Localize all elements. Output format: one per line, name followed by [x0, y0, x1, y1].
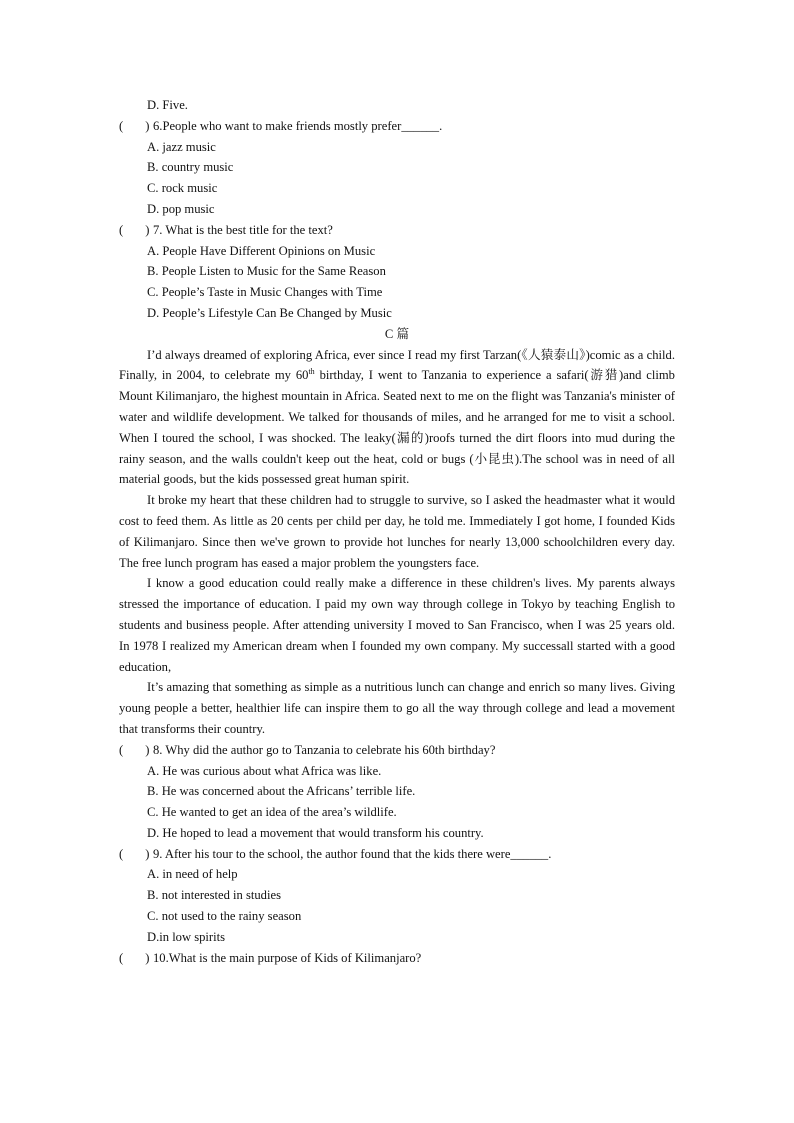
document-page — [119, 95, 675, 968]
q8-option-c: C. He wanted to get an idea of the area’s wildlife. — [147, 805, 397, 820]
question-stem: 9. After his tour to the school, the author found that the kids there were______. — [153, 846, 552, 861]
question-9 — [119, 844, 675, 865]
q9-option-d: D.in low spirits — [147, 929, 226, 944]
question-10 — [119, 948, 675, 969]
q8-option-a: A. He was curious about what Africa was like. — [147, 763, 382, 778]
q5-option-d: D. Five. — [147, 98, 188, 112]
question-stem: 7. What is the best title for the text? — [153, 222, 333, 237]
q9-option-b: B. not interested in studies — [147, 888, 281, 903]
answer-blank: ( ) — [119, 118, 150, 133]
q8-option-d: D. He hoped to lead a movement that would transform his country. — [147, 825, 484, 840]
q6-option-b: B. country music — [147, 160, 234, 175]
q7-option-b: B. People Listen to Music for the Same Reason — [147, 264, 386, 279]
question-stem: 10.What is the main purpose of Kids of Kilimanjaro? — [153, 950, 422, 965]
q9-option-a: A. in need of help — [147, 867, 238, 882]
answer-blank: ( ) — [119, 846, 150, 861]
q7-option-d: D. People’s Lifestyle Can Be Changed by Music — [147, 305, 392, 320]
q8-option-b: B. He was concerned about the Africans’ terrible life. — [147, 784, 416, 799]
question-stem: 8. Why did the author go to Tanzania to celebrate his 60th birthday? — [153, 742, 496, 757]
question-6 — [119, 116, 675, 137]
q6-option-c: C. rock music — [147, 181, 218, 196]
answer-blank: ( ) — [119, 950, 150, 965]
q7-option-a: A. People Have Different Opinions on Music — [147, 243, 376, 258]
passage-paragraph-3: I know a good education could really make a difference in these children's lives. My parents always stressed the importance of education. I paid my own way through college in Tokyo by teaching English to students and business people. After attending university I moved to San Francisco, when I was 25 years old. In 1978 I realized my American dream when I founded my own company. My successall started with a good education, — [119, 576, 675, 674]
question-stem: 6.People who want to make friends mostly prefer______. — [153, 118, 443, 133]
q6-option-a: A. jazz music — [147, 139, 216, 154]
section-heading: C 篇 — [384, 326, 410, 341]
answer-blank: ( ) — [119, 742, 150, 757]
question-7 — [119, 220, 675, 241]
q7-option-c: C. People’s Taste in Music Changes with Time — [147, 285, 383, 300]
answer-blank: ( ) — [119, 222, 150, 237]
passage-paragraph-1: I’d always dreamed of exploring Africa, ever since I read my first Tarzan(《人猿泰山》)comic as a child. Finally, in 2004, to celebrate my 60th birthday, I went to Tanzania to experience a safari(游猎)and climb Mount Kilimanjaro, the highest mountain in Africa. Seated next to me on the flight was Tanzania's minister of water and wildlife development. We talked for thousands of miles, and he arranged for me to visit a school. When I toured the school, I was shocked. The leaky(漏的)roofs turned the dirt floors into mud during the rainy season, and the walls couldn't keep out the heat, cold or bugs (小昆虫).The school was in need of all material goods, but the kids possessed great human spirit. — [119, 347, 675, 487]
question-8 — [119, 740, 675, 761]
q9-option-c: C. not used to the rainy season — [147, 909, 302, 924]
passage-paragraph-4: It’s amazing that something as simple as a nutritious lunch can change and enrich so many lives. Giving young people a better, healthier life can inspire them to go all the way through college and lead a movement that transforms their country. — [119, 680, 675, 736]
passage-paragraph-2: It broke my heart that these children had to struggle to survive, so I asked the headmaster what it would cost to feed them. As little as 20 cents per child per day, he told me. Immediately I got home, I founded Kids of Kilimanjaro. Since then we've grown to provide hot lunches for nearly 13,000 schoolchildren every day. The free lunch program has eased a major problem the youngsters face. — [119, 493, 675, 570]
q6-option-d: D. pop music — [147, 201, 215, 216]
